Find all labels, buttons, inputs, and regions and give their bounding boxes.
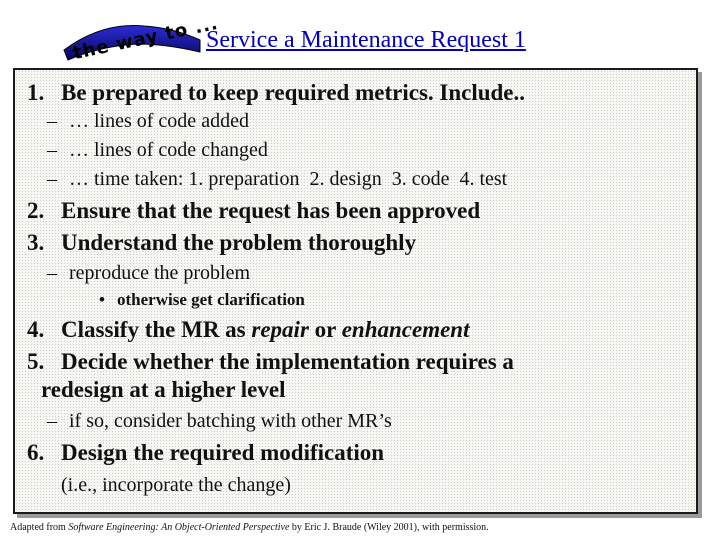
bullet: • — [99, 290, 105, 309]
subitem-lines-changed — [47, 139, 268, 162]
footer-book-title: Software Engineering: An Object-Oriented Perspective — [68, 522, 290, 533]
subitem-text: … time taken: 1. preparation 2. design 3. code 4. test — [69, 168, 508, 190]
subitem-batching — [47, 410, 392, 433]
item-3 — [27, 230, 416, 256]
item-text-repair: repair — [251, 317, 309, 342]
subitem-text: if so, consider batching with other MR’s — [69, 410, 392, 432]
subitem-reproduce — [47, 262, 250, 285]
subitem-text: reproduce the problem — [69, 262, 251, 284]
item-number: 6. — [27, 440, 45, 465]
item-text: Be prepared to keep required metrics. Include.. — [61, 80, 526, 105]
note-text: (i.e., incorporate the change) — [61, 474, 291, 496]
item-4 — [27, 317, 469, 343]
item-text: Ensure that the request has been approved — [61, 198, 481, 223]
footer-pre: Adapted from — [10, 522, 69, 533]
logo-text: the way to ... — [71, 12, 221, 65]
subitem-text: … lines of code added — [69, 110, 249, 132]
page-title: Service a Maintenance Request 1 — [206, 27, 526, 53]
item-5 — [27, 349, 514, 375]
item-text: Decide whether the implementation requires a — [61, 349, 514, 374]
subsubitem-clarification — [99, 290, 305, 310]
dash: – — [47, 139, 57, 161]
dash: – — [47, 110, 57, 132]
subitem-lines-added — [47, 110, 249, 133]
attribution-footer — [10, 522, 489, 533]
item-text: Design the required modification — [61, 440, 385, 465]
item-2 — [27, 198, 480, 224]
item-number: 4. — [27, 317, 45, 342]
item-5-continued — [41, 377, 285, 403]
dash: – — [47, 262, 57, 284]
item-6 — [27, 440, 384, 466]
item-number: 5. — [27, 349, 45, 374]
item-6-note — [61, 474, 291, 497]
item-number: 1. — [27, 80, 45, 105]
subitem-time-taken — [47, 168, 507, 191]
the-way-to-logo — [62, 12, 221, 65]
item-text-pre: Classify the MR as — [61, 317, 252, 342]
item-text-mid: or — [308, 317, 342, 342]
item-1 — [27, 80, 525, 106]
item-text: Understand the problem thoroughly — [61, 230, 417, 255]
item-number: 3. — [27, 230, 45, 255]
item-number: 2. — [27, 198, 45, 223]
subsubitem-text: otherwise get clarification — [117, 290, 305, 309]
subitem-text: … lines of code changed — [69, 139, 268, 161]
item-text-enhancement: enhancement — [341, 317, 470, 342]
dash: – — [47, 168, 57, 190]
footer-post: by Eric J. Braude (Wiley 2001), with permission. — [289, 522, 489, 533]
content-panel — [13, 68, 698, 514]
dash: – — [47, 410, 57, 432]
item-text: redesign at a higher level — [41, 377, 286, 402]
